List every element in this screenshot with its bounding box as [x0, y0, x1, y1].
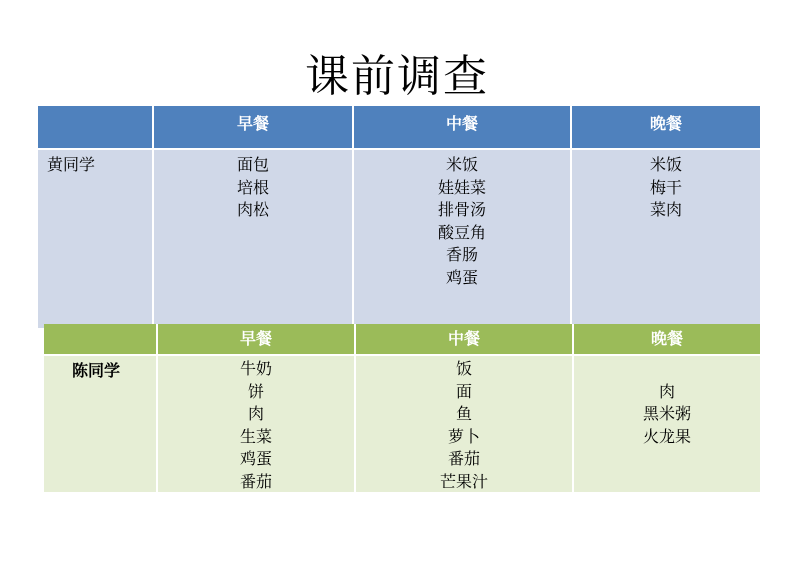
list-item: 生菜 [239, 426, 272, 446]
list-item: 培根 [236, 177, 269, 197]
list-item: 肉 [247, 404, 264, 423]
table-header-row [38, 106, 760, 148]
table-header-row [44, 324, 760, 354]
header-cell-breakfast: 早餐 [154, 106, 354, 148]
list-item: 番茄 [239, 471, 272, 491]
header-cell-empty [38, 106, 154, 148]
table-row [44, 354, 760, 492]
lunch-cell [356, 356, 574, 492]
breakfast-cell [158, 356, 356, 492]
list-item: 火龙果 [642, 426, 691, 446]
header-cell-lunch: 中餐 [356, 324, 574, 354]
lunch-cell [354, 150, 572, 328]
dinner-cell [572, 150, 760, 328]
list-item: 鸡蛋 [239, 449, 272, 468]
list-item: 肉 [658, 381, 675, 401]
survey-table-chen [44, 324, 760, 490]
list-item: 芒果汁 [439, 471, 488, 491]
list-item: 牛奶 [239, 359, 272, 378]
list-item: 面 [455, 381, 472, 401]
list-item: 黑米粥 [642, 404, 691, 423]
header-cell-breakfast: 早餐 [158, 324, 356, 354]
header-cell-dinner: 晚餐 [650, 329, 683, 348]
breakfast-cell [154, 150, 354, 328]
table-row [38, 148, 760, 328]
list-item [574, 358, 760, 381]
list-item: 酸豆角 [437, 222, 486, 242]
list-item: 菜肉 [649, 200, 682, 219]
list-item: 排骨汤 [437, 200, 486, 219]
list-item: 肉松 [236, 200, 269, 219]
dinner-cell [574, 356, 760, 492]
list-item: 面包 [236, 155, 269, 174]
header-cell-dinner: 晚餐 [649, 114, 682, 133]
list-item: 梅干 [649, 177, 682, 197]
list-item: 香肠 [445, 245, 478, 264]
list-item: 鱼 [455, 404, 472, 423]
list-item: 米饭 [649, 155, 682, 174]
list-item: 萝卜 [447, 426, 480, 446]
list-item: 鸡蛋 [445, 267, 478, 287]
page-title: 课前调查 [305, 51, 489, 102]
student-name: 黄同学 [38, 150, 154, 328]
list-item: 番茄 [447, 449, 480, 468]
survey-table-huang [38, 106, 760, 326]
list-item: 饼 [247, 381, 264, 401]
list-item: 娃娃菜 [437, 177, 486, 197]
list-item: 饭 [455, 359, 472, 378]
list-item: 米饭 [445, 155, 478, 174]
header-cell-lunch: 中餐 [354, 106, 572, 148]
header-cell-empty [44, 324, 158, 354]
student-name: 陈同学 [44, 356, 158, 492]
